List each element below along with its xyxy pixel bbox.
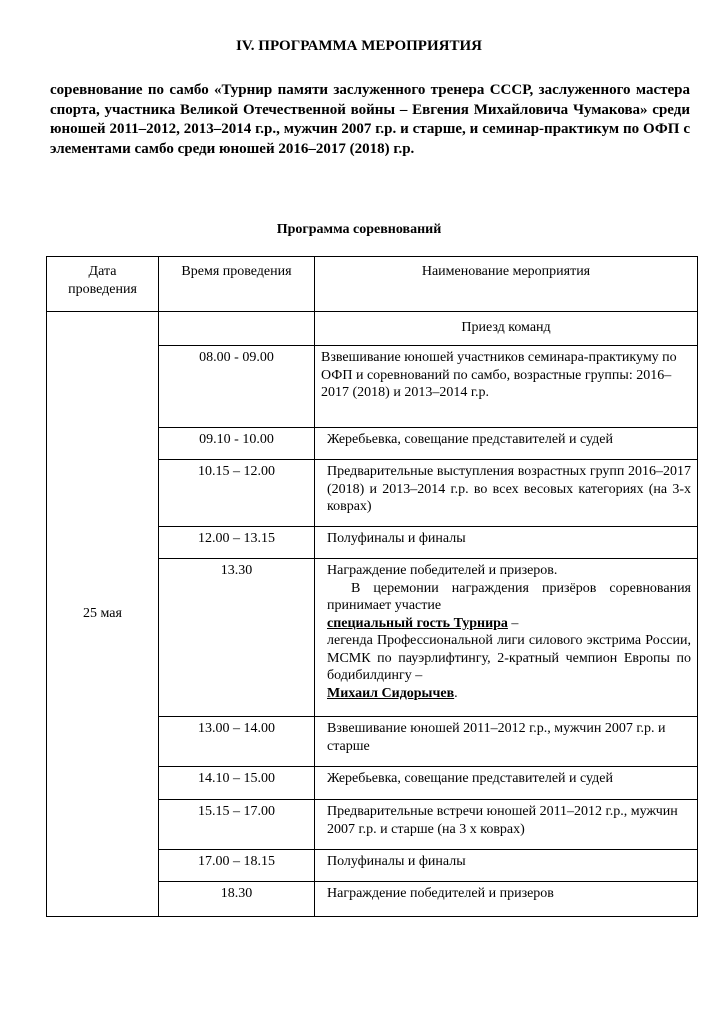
guest-name: Михаил Сидорычев bbox=[327, 685, 455, 701]
time-cell: 10.15 – 12.00 bbox=[159, 460, 315, 527]
special-guest-label: специальный гость Турнира bbox=[327, 615, 508, 631]
guest-name-line bbox=[327, 685, 691, 703]
event-text: Предварительные выступления возрастных групп 2016–2017 (2018) и 2013–2014 г.р. во всех весовых категориях (на 3-х коврах) bbox=[327, 464, 691, 514]
event-text: Награждение победителей и призеров bbox=[327, 886, 554, 901]
time-cell: 17.00 – 18.15 bbox=[159, 850, 315, 882]
time-cell: 15.15 – 17.00 bbox=[159, 800, 315, 850]
table-header-row bbox=[47, 257, 698, 312]
event-text: Взвешивание юношей участников семинара-практикуму по ОФП и соревнований по самбо, возрастные группы: 2016–2017 (2018) и 2013–2014 г.р. bbox=[321, 350, 677, 400]
event-text-legend: легенда Профессиональной лиги силового экстрима России, МСМК по пауэрлифтингу, 2-кратный чемпион Европы по бодибилдингу – bbox=[327, 633, 691, 683]
event-text: Предварительные встречи юношей 2011–2012 г.р., мужчин 2007 г.р. и старше (на 3 х коврах) bbox=[327, 804, 678, 837]
time-cell bbox=[159, 312, 315, 346]
event-cell bbox=[315, 850, 698, 882]
time-cell: 18.30 bbox=[159, 882, 315, 917]
time-cell: 13.00 – 14.00 bbox=[159, 717, 315, 767]
header-date: Дата проведения bbox=[47, 257, 159, 312]
event-text: Жеребьевка, совещание представителей и судей bbox=[327, 432, 614, 447]
event-text: Полуфиналы и финалы bbox=[327, 854, 466, 869]
table-title: Программа соревнований bbox=[276, 222, 442, 237]
intro-text: соревнование по самбо «Турнир памяти заслуженного тренера СССР, заслуженного мастера спорта, участника Великой Отечественной войны – Евгения Михайловича Чумакова» среди юношей 2011–2012, 2013–2014 г.р., мужчин 2007 г.р. и старше, и семинар-практикум по ОФП с элементами самбо среди юношей 2016–2017 (2018) г.р. bbox=[50, 82, 690, 157]
event-text: Полуфиналы и финалы bbox=[327, 531, 466, 546]
section-title: IV. ПРОГРАММА МЕРОПРИЯТИЯ bbox=[236, 38, 482, 54]
date-cell: 25 мая bbox=[47, 312, 159, 917]
event-cell bbox=[315, 800, 698, 850]
event-text: Приезд команд bbox=[461, 320, 551, 335]
table-row bbox=[47, 312, 698, 346]
event-cell bbox=[315, 717, 698, 767]
event-cell bbox=[315, 312, 698, 346]
event-text-awards: Награждение победителей и призеров. bbox=[327, 563, 558, 578]
time-cell: 14.10 – 15.00 bbox=[159, 767, 315, 800]
event-cell bbox=[315, 527, 698, 559]
guest-dash: – bbox=[507, 615, 519, 631]
event-cell bbox=[315, 767, 698, 800]
guest-line bbox=[327, 615, 691, 633]
event-cell bbox=[315, 460, 698, 527]
event-cell bbox=[315, 428, 698, 460]
event-text: Взвешивание юношей 2011–2012 г.р., мужчин 2007 г.р. и старше bbox=[327, 721, 666, 754]
intro-paragraph bbox=[50, 81, 690, 159]
event-cell bbox=[315, 346, 698, 428]
time-cell: 13.30 bbox=[159, 559, 315, 717]
event-text-ceremony: В церемонии награждения призёров соревнования принимает участие bbox=[327, 580, 691, 613]
guest-name-end: . bbox=[454, 685, 458, 701]
time-cell: 09.10 - 10.00 bbox=[159, 428, 315, 460]
event-cell bbox=[315, 559, 698, 717]
header-time: Время проведения bbox=[159, 257, 315, 312]
program-table bbox=[46, 256, 698, 917]
header-event: Наименование мероприятия bbox=[315, 257, 698, 312]
event-text: Жеребьевка, совещание представителей и судей bbox=[327, 771, 614, 786]
event-cell bbox=[315, 882, 698, 917]
time-cell: 12.00 – 13.15 bbox=[159, 527, 315, 559]
time-cell: 08.00 - 09.00 bbox=[159, 346, 315, 428]
